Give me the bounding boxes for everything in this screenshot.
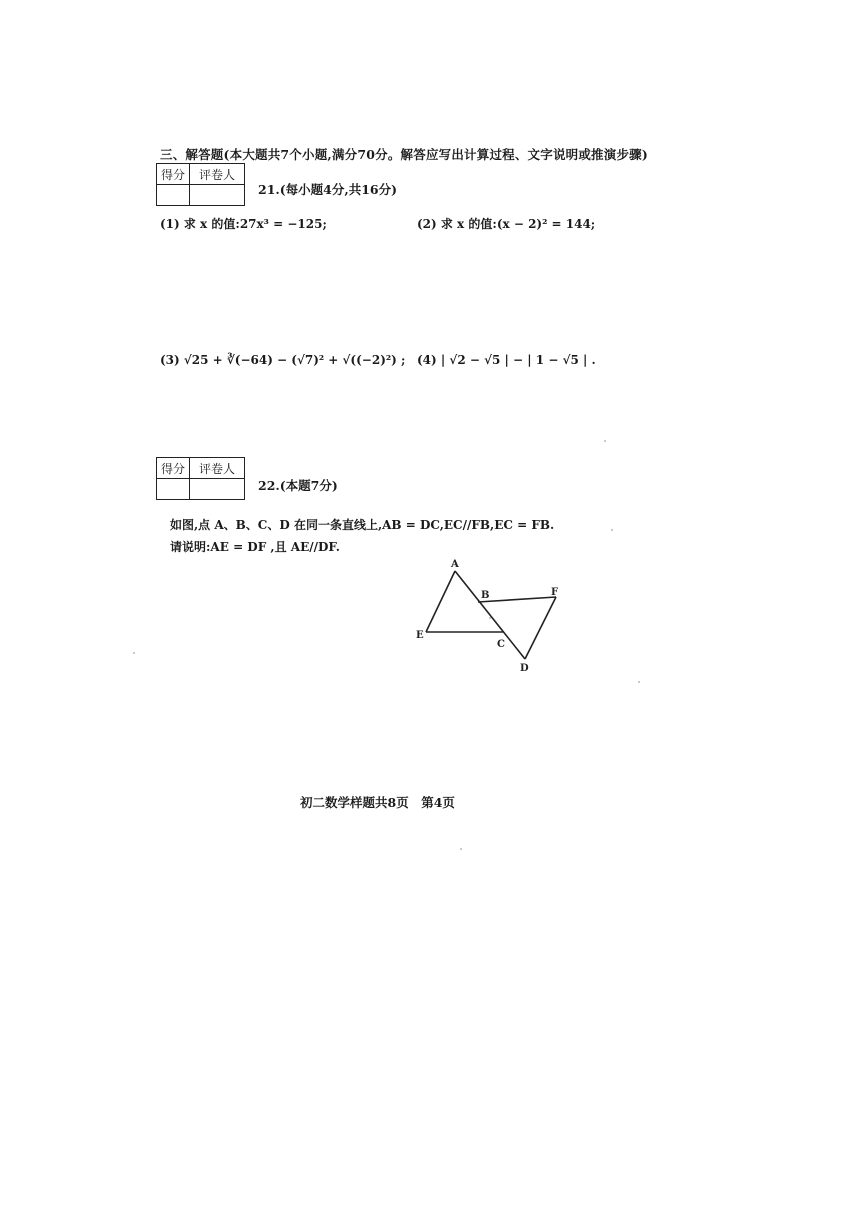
label-E: E [416,630,424,641]
speck [604,440,606,442]
section-title: 三、解答题(本大题共7个小题,满分70分。解答应写出计算过程、文字说明或推演步骤) [160,147,648,162]
q21-header: 21.(每小题4分,共16分) [258,182,398,197]
label-F: F [551,587,559,598]
segment-AE [426,571,455,632]
speck [638,681,640,683]
score-cell [157,185,190,206]
speck [460,848,462,850]
score-table-q21 [156,163,245,206]
q21-part2: (2) 求 x 的值:(x − 2)² = 144; [417,217,596,231]
speck [489,617,491,619]
page-footer: 初二数学样题共8页 第4页 [300,795,455,810]
segment-BF [478,597,556,602]
score-table-q22 [156,457,245,500]
speck [133,652,135,654]
label-A: A [451,559,459,570]
grader-label: 评卷人 [190,164,245,185]
q21-part3: (3) √25 + ∛(−64) − (√7)² + √((−2)²) ; [160,353,406,367]
segment-FD [525,597,556,659]
geometry-figure [405,555,580,685]
score-label: 得分 [157,164,190,185]
grader-label: 评卷人 [190,458,245,479]
q22-statement: 如图,点 A、B、C、D 在同一条直线上,AB = DC,EC//FB,EC = FB. [170,518,555,532]
label-D: D [520,663,529,674]
q21-part4: (4) | √2 − √5 | − | 1 − √5 | . [417,353,596,367]
q22-header: 22.(本题7分) [258,478,338,493]
label-C: C [497,639,505,650]
q21-part1: (1) 求 x 的值:27x³ = −125; [160,217,327,231]
grader-cell [190,185,245,206]
segment-AD [455,571,525,659]
score-label: 得分 [157,458,190,479]
score-cell [157,479,190,500]
grader-cell [190,479,245,500]
speck [611,529,613,531]
label-B: B [481,590,490,601]
q22-prove: 请说明:AE = DF ,且 AE//DF. [170,540,340,554]
